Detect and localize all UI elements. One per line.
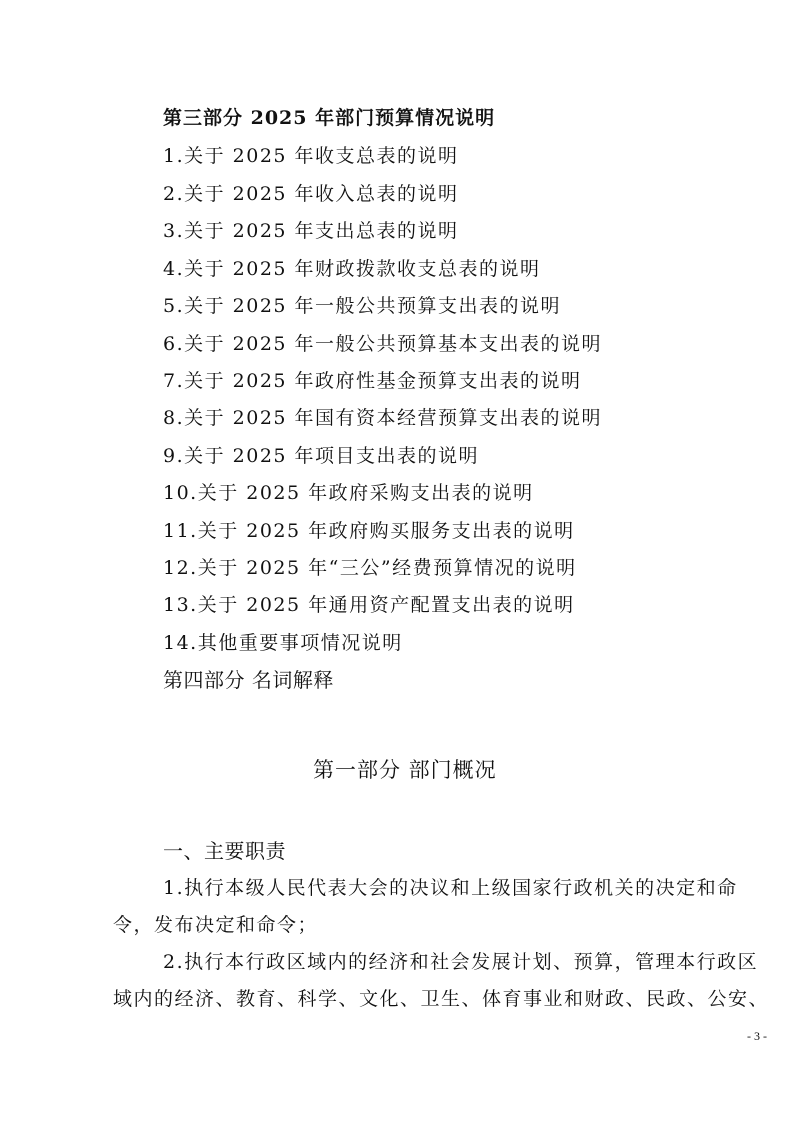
paragraph-line-4: 域内的经济、教育、科学、文化、卫生、体育事业和财政、民政、公安、	[113, 988, 770, 1010]
toc-item-1: 1.关于 2025 年收支总表的说明	[163, 145, 459, 167]
part1-title: 第一部分 部门概况	[313, 758, 497, 782]
part3-title: 第三部分 2025 年部门预算情况说明	[163, 107, 496, 129]
paragraph-line-1: 1.执行本级人民代表大会的决议和上级国家行政机关的决定和命	[163, 877, 738, 899]
toc-item-5: 5.关于 2025 年一般公共预算支出表的说明	[163, 295, 562, 317]
toc-item-10: 10.关于 2025 年政府采购支出表的说明	[163, 482, 534, 504]
paragraph-line-2: 令，发布决定和命令；	[113, 914, 319, 936]
toc-item-8: 8.关于 2025 年国有资本经营预算支出表的说明	[163, 407, 603, 429]
page-number: - 3 -	[747, 1029, 767, 1043]
part4-title: 第四部分 名词解释	[163, 668, 334, 692]
toc-item-7: 7.关于 2025 年政府性基金预算支出表的说明	[163, 370, 582, 392]
toc-item-2: 2.关于 2025 年收入总表的说明	[163, 183, 459, 205]
toc-item-6: 6.关于 2025 年一般公共预算基本支出表的说明	[163, 333, 603, 355]
toc-item-12: 12.关于 2025 年“三公”经费预算情况的说明	[163, 557, 577, 579]
toc-item-4: 4.关于 2025 年财政拨款收支总表的说明	[163, 258, 541, 280]
paragraph-line-3: 2.执行本行政区域内的经济和社会发展计划、预算，管理本行政区	[163, 951, 759, 973]
toc-item-11: 11.关于 2025 年政府购买服务支出表的说明	[163, 520, 575, 542]
toc-item-13: 13.关于 2025 年通用资产配置支出表的说明	[163, 594, 575, 616]
toc-item-3: 3.关于 2025 年支出总表的说明	[163, 220, 459, 242]
toc-item-14: 14.其他重要事项情况说明	[163, 632, 403, 654]
toc-item-9: 9.关于 2025 年项目支出表的说明	[163, 445, 480, 467]
section-heading-main-duties: 一、主要职责	[163, 839, 286, 863]
